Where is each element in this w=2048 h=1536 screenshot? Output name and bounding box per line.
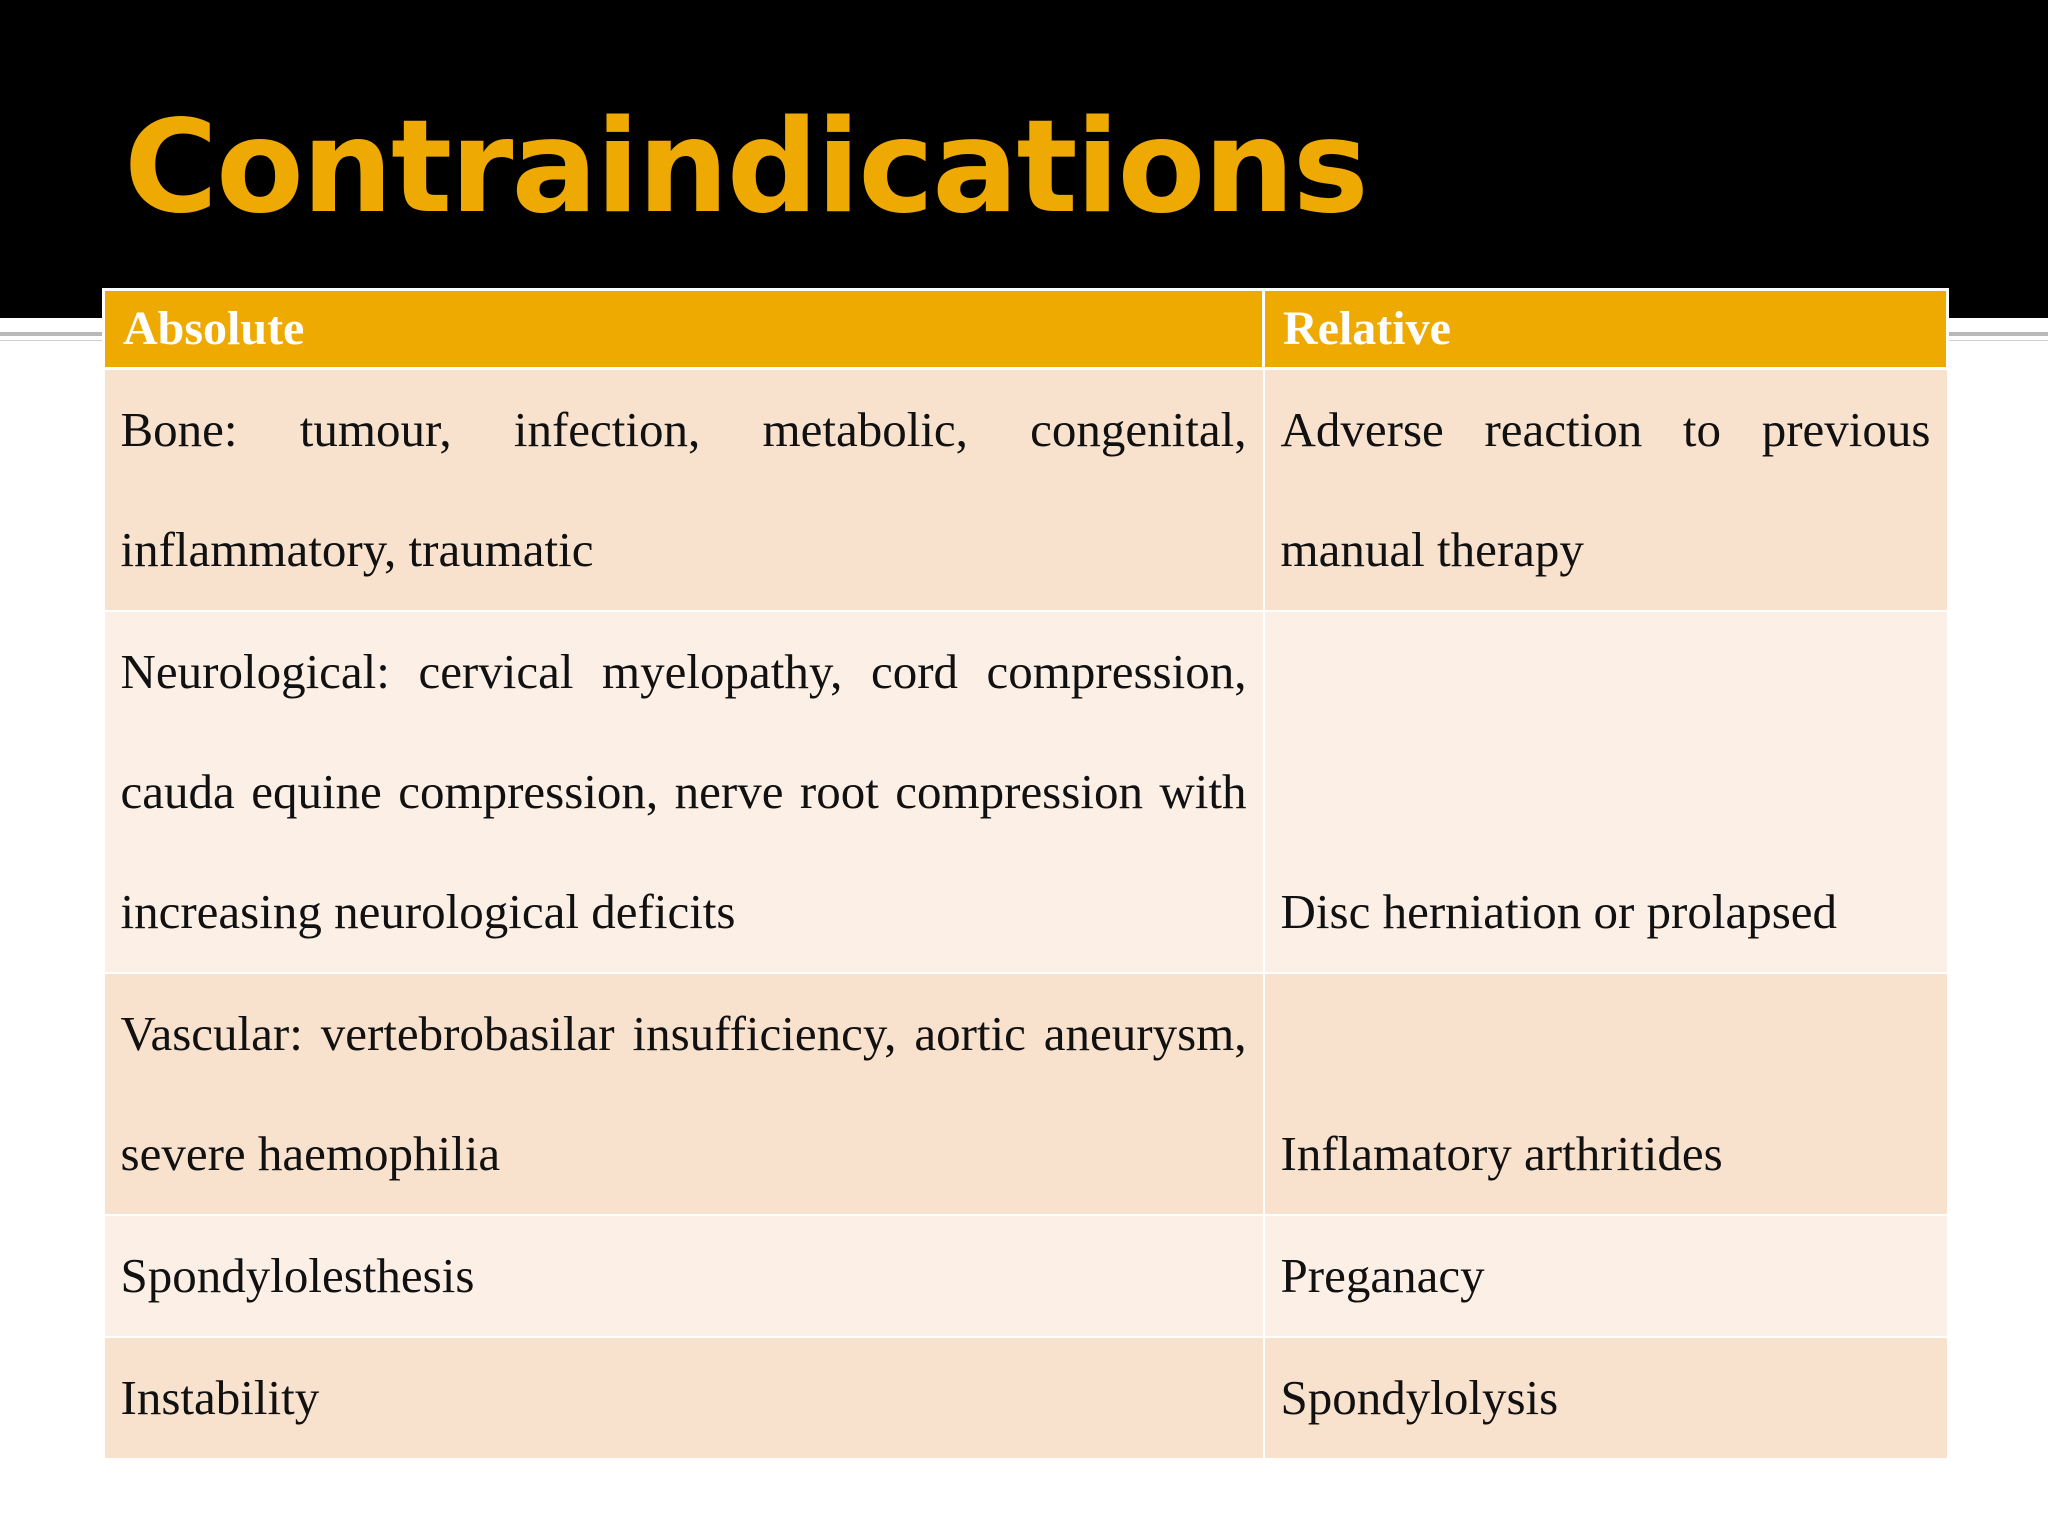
absolute-cell: [104, 369, 1264, 612]
relative-cell: [1264, 1337, 1948, 1459]
absolute-cell: [104, 1215, 1264, 1337]
absolute-cell: [104, 973, 1264, 1215]
table-header-row: [104, 290, 1948, 369]
relative-text: Preganacy: [1280, 1248, 1485, 1303]
absolute-text: Neurological: cervical myelopathy, cord compression, cauda equine compression, nerve root compression with increasing neurological deficits: [120, 644, 1247, 939]
absolute-text: Vascular: vertebrobasilar insufficiency, aortic aneurysm, severe haemophilia: [120, 1006, 1247, 1181]
divider-left: [0, 332, 104, 336]
absolute-cell: [104, 1337, 1264, 1459]
divider-right: [1944, 332, 2048, 336]
relative-cell: [1264, 1215, 1948, 1337]
slide-title: Contraindications: [124, 93, 1367, 242]
relative-text: Disc herniation or prolapsed: [1280, 884, 1838, 939]
relative-text: Adverse reaction to previous manual therapy: [1280, 402, 1931, 577]
absolute-text: Instability: [120, 1370, 320, 1425]
divider-left-thin: [0, 340, 104, 341]
absolute-text: Spondylolesthesis: [120, 1248, 475, 1303]
relative-cell: [1264, 973, 1948, 1215]
table-row: [104, 1215, 1948, 1337]
absolute-text: Bone: tumour, infection, metabolic, congenital, inflammatory, traumatic: [120, 402, 1247, 577]
absolute-cell: [104, 611, 1264, 973]
divider-right-thin: [1944, 340, 2048, 341]
relative-cell: [1264, 611, 1948, 973]
relative-cell: [1264, 369, 1948, 612]
relative-text: Spondylolysis: [1280, 1370, 1559, 1425]
table-row: [104, 973, 1948, 1215]
table-row: [104, 611, 1948, 973]
contraindications-table: [102, 288, 1949, 1460]
table-row: [104, 1337, 1948, 1459]
column-header-relative: Relative: [1264, 290, 1948, 369]
table-row: [104, 369, 1948, 612]
column-header-absolute: Absolute: [104, 290, 1264, 369]
relative-text: Inflamatory arthritides: [1280, 1126, 1723, 1181]
